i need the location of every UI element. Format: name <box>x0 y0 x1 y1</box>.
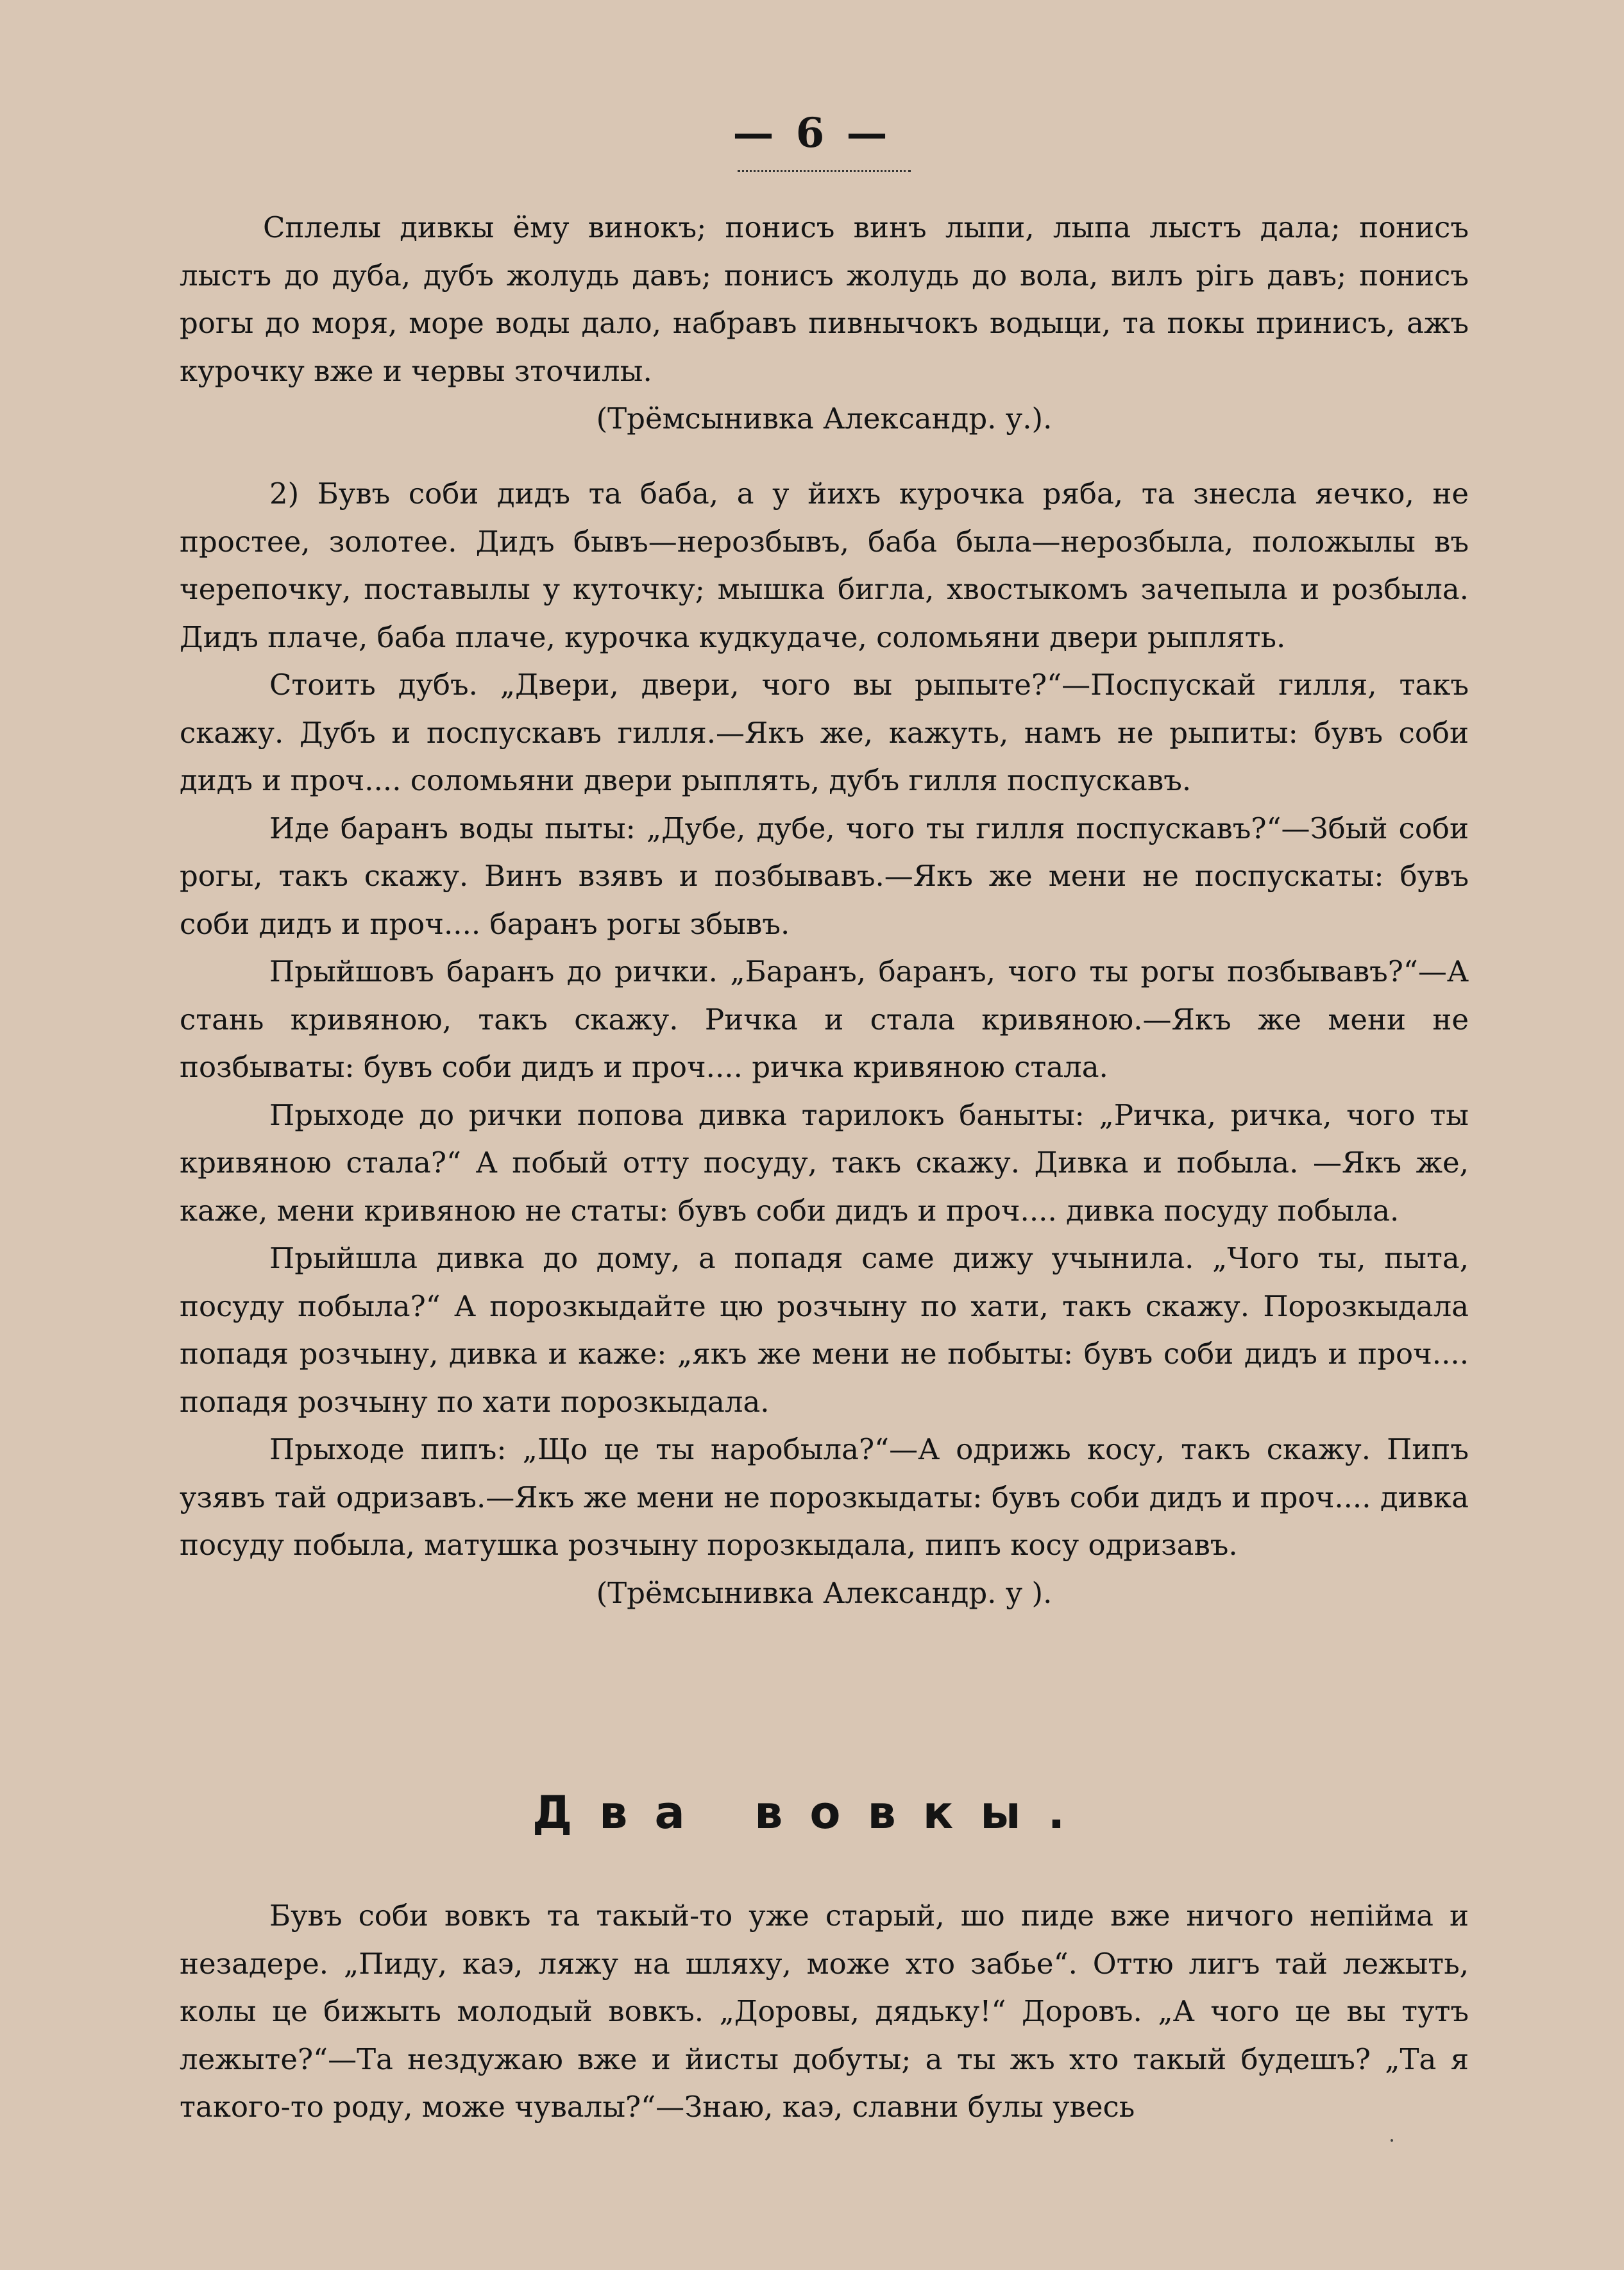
section-1 <box>180 204 1469 443</box>
ink-speck <box>1391 2139 1393 2142</box>
paragraph: Иде баранъ воды пыты: „Дубе, дубе, чого ты гилля поспускавъ?“—Збый соби рогы, такъ скажу. Винъ взявъ и позбывавъ.—Якъ же мени не поспускаты: бувъ соби дидъ и проч.... баранъ рогы збывъ. <box>180 811 1469 941</box>
paragraph: Бувъ соби вовкъ та такый-то уже старый, шо пиде вже ничого непійма и незадере. „Пиду, каэ, ляжу на шляху, може хто забье“. Оттю лигъ тай лежыть, колы це бижыть молодый вовкъ. „Доровы, дядьку!“ Доровъ. „А чого це вы тутъ лежыте?“—Та нездужаю вже и йисты добуты; а ты жъ хто такый будешъ? „Та я такого-то роду, може чувалы?“—Знаю, каэ, славни булы увесь <box>180 1899 1469 2124</box>
paragraph: Прыйшла дивка до дому, а попадя саме дижу учынила. „Чого ты, пыта, посуду побыла?“ А порозкыдайте цю розчыну по хати, такъ скажу. Порозкыдала попадя розчыну, дивка и каже: „якъ же мени не побыты: бувъ соби дидъ и проч.... попадя розчыну по хати порозкыдала. <box>180 1241 1469 1419</box>
paragraph: Стоить дубъ. „Двери, двери, чого вы рыпыте?“—Поспускай гилля, такъ скажу. Дубъ и поспускавъ гилля.—Якъ же, кажуть, намъ не рыпиты: бувъ соби дидъ и проч.... соломьяни двери рыплять, дубъ гилля поспускавъ. <box>180 668 1469 797</box>
source-note: (Трёмсынивка Александр. у ). <box>596 1575 1053 1610</box>
paragraph: Прыходе до рички попова дивка тарилокъ баныты: „Ричка, ричка, чого ты кривяною стала?“ А побый отту посуду, такъ скажу. Дивка и побыла. —Якъ же, каже, мени кривяною не статы: бувъ соби дидъ и проч.... дивка посуду побыла. <box>180 1097 1469 1228</box>
story-text <box>180 1892 1469 2131</box>
paragraph: Прыйшовъ баранъ до рички. „Баранъ, баранъ, чого ты рогы позбывавъ?“—А стань кривяною, такъ скажу. Ричка и стала кривяною.—Якъ же мени не позбываты: бувъ соби дидъ и проч.... ричка кривяною стала. <box>180 954 1469 1084</box>
source-note: (Трёмсынивка Александр. у.). <box>596 402 1053 436</box>
paragraph: Сплелы дивкы ёму винокъ; понисъ винъ лыпи, лыпа лыстъ дала; понисъ лыстъ до дуба, дубъ жолудь давъ; понисъ жолудь до вола, вилъ рігь давъ; понисъ рогы до моря, море воды дало, набравъ пивнычокъ водыци, та покы принисъ, ажъ курочку вже и червы зточилы. <box>180 210 1469 388</box>
section-2 <box>180 470 1469 1617</box>
page-number: — 6 — <box>732 109 892 157</box>
paragraph: 2) Бувъ соби дидъ та баба, а у йихъ курочка ряба, та знесла яечко, не простее, золотее. Дидъ бывъ—нерозбывъ, баба была—нерозбыла, положылы въ черепочку, поставылы у куточку; мышка бигла, хвостыкомъ зачепыла и розбыла. Дидъ плаче, баба плаче, курочка кудкудаче, соломьяни двери рыплять. <box>180 477 1469 654</box>
story-title: Два вовкы. <box>532 1786 1092 1839</box>
page-number-underline <box>738 164 911 172</box>
paragraph: Прыходе пипъ: „Що це ты наробыла?“—А одрижь косу, такъ скажу. Пипъ узявъ тай одризавъ.—Якъ же мени не порозкыдаты: бувъ соби дидъ и проч.... дивка посуду побыла, матушка розчыну порозкыдала, пипъ косу одризавъ. <box>180 1432 1469 1562</box>
